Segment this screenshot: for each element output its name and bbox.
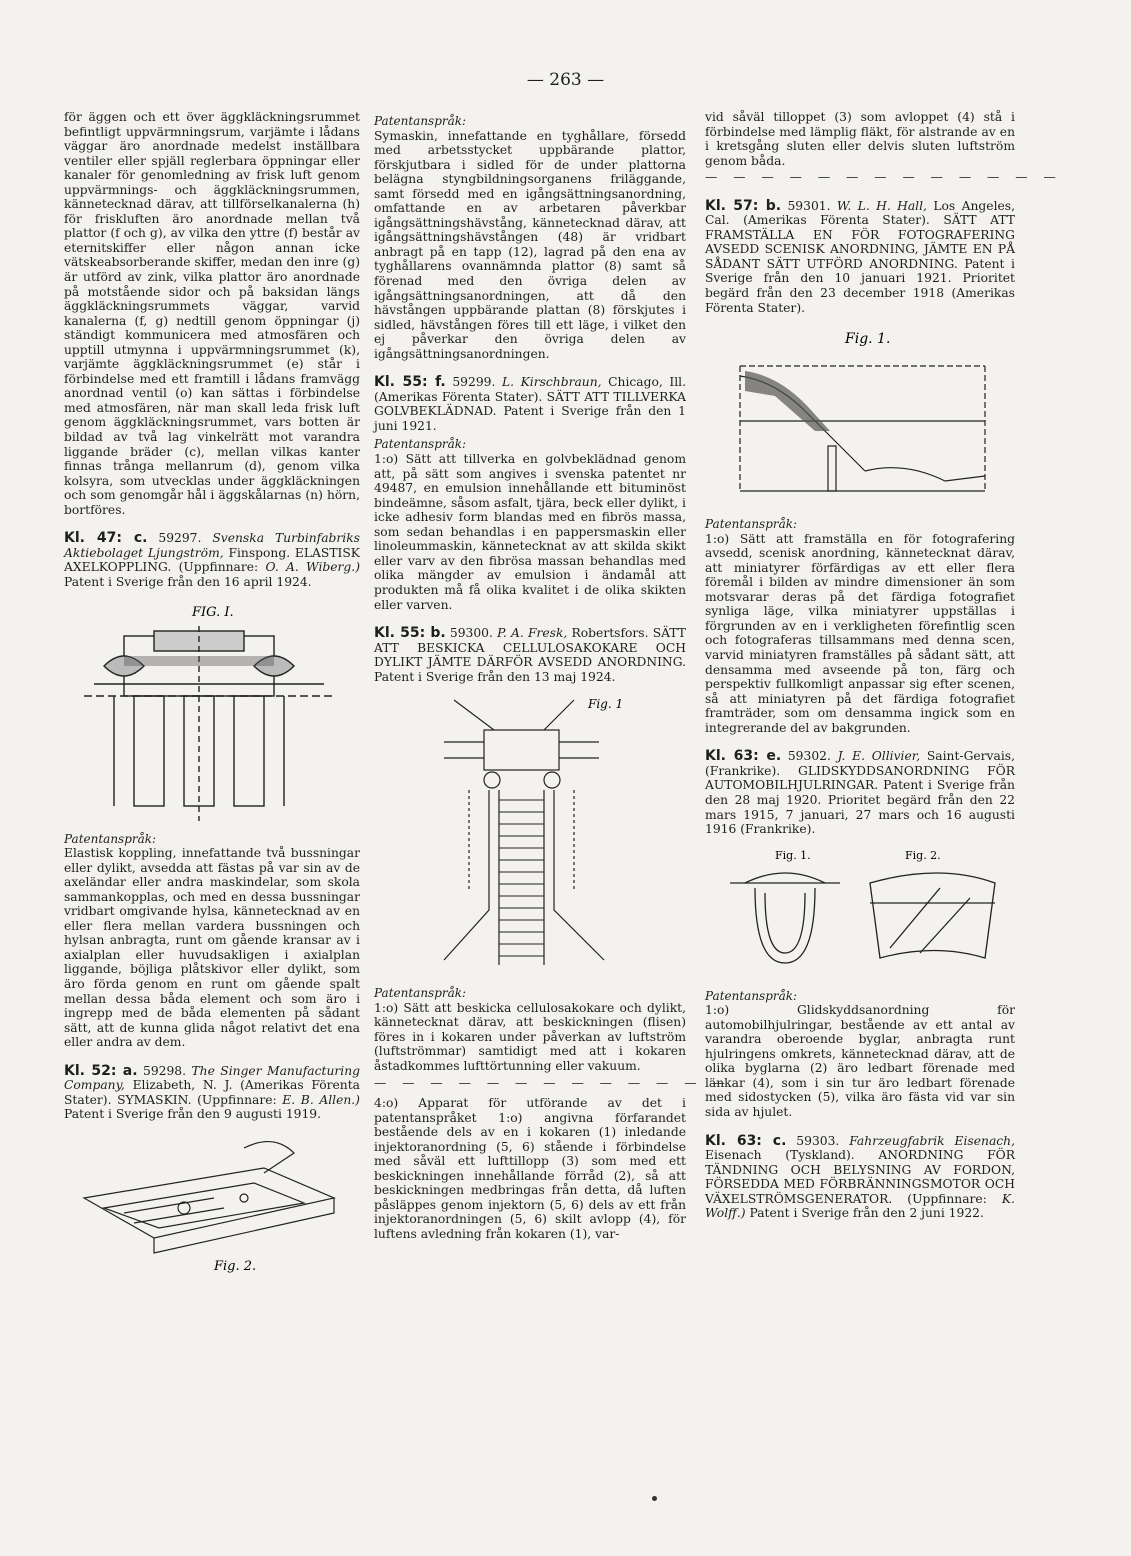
claims-title: Patentanspråk:: [374, 437, 467, 452]
figure-label: Fig. 1.: [845, 331, 891, 348]
continued-claim-text: Symaskin, innefattande en tyghållare, försedd med arbetsstycket uppbärande plattor, förskjutbara i sidled för de under plattorna belägna styngbildningsorganens friläggande, samt försedd med en igångsättningsanordning, omfattande en av arbetaren påverkbar igångsättningshävstång, kännetecknad därav, att igångsättningshävstången (48) är vridbart anbragt på en tapp (12), lagrad på den ena av tyghållarens ovannämnda plattor (8) samt så förenad med den övriga delen av igångsättningsanordningen, att då den hävstången uppbärande plattan (8) förskjutes i sidled, hävstången föres till ett läge, i vilket den ej påverkar den övriga delen av igångsättningsanordningen.: [374, 128, 686, 361]
place: Elizabeth, N. J. (Amerikas Förenta Stater).: [64, 1078, 360, 1107]
coupling-figure: [64, 596, 360, 826]
patent-title: ELASTISK AXELKOPPLING.: [64, 545, 360, 575]
figure-label: Fig. 1: [588, 697, 624, 712]
patent-title: SÄTT ATT TILLVERKA GOLVBEKLÄDNAD.: [374, 389, 686, 419]
class-label: Kl. 63: c.: [705, 1132, 787, 1149]
patent-entry-59298: [64, 1064, 360, 1122]
claim-text: 1:o) Sätt att framställa en för fotografering avsedd, scenisk anordning, kännetecknat därav, att miniatyrer förfärdigas av ett eller flera föremål i bilden av mindre dimensioner än som motsvarar deras på det färdiga fotografiet synliga läge, vilka miniatyrer uppställas i förgrunden av en i verkligheten förefintlig scen och fotograferas tillsammans med denna scen, varvid miniatyren framställes på sådant sätt, att densamma med avseende på ton, färg och perspektiv fullkomligt anpassar sig efter scenen, så att miniatyren på det färdiga fotografiet framträder, som om densamma ingick som en integrerande del av bakgrunden.: [705, 531, 1015, 735]
class-label: Kl. 55: b.: [374, 625, 446, 642]
ink-dot: [652, 1496, 657, 1501]
dash-separator: — — — — — — — — — — — — —: [705, 170, 1062, 185]
column-1: [64, 110, 360, 1284]
patent-date: Patent i Sverige från den 1 juni 1921.: [374, 404, 686, 433]
place: Finspong.: [228, 545, 291, 560]
inventor: L. Kirschbraun,: [501, 375, 602, 390]
claim-1: 1:o) Sätt att beskicka cellulosakokare och dylikt, kännetecknat därav, att beskickningen (flisen) föres in i kokaren under påverkan av luftström (luftströmmar) samtidigt med att i kokaren åstadkommes lufttörtunning eller vakuum.: [374, 1000, 686, 1073]
claims-title: Patentanspråk:: [374, 114, 467, 128]
patent-title: SYMASKIN.: [117, 1092, 192, 1107]
patent-entry-59301: [705, 199, 1015, 315]
patent-entry-59302: [705, 749, 1015, 836]
inventor: P. A. Fresk,: [497, 626, 568, 641]
patent-entry-59300: [374, 626, 686, 684]
patent-entry-59299: [374, 375, 686, 433]
patent-number: 59302.: [787, 749, 831, 764]
figure-label: FIG. I.: [192, 604, 234, 620]
claim-4: 4:o) Apparat för utförande av det i patentanspråket 1:o) angivna förfarandet bestående dels av en i kokaren (1) inledande injektoranordning (5, 6) stående i förbindelse med såväl ett lufttillopp (3) som med ett beskickningen innehållande förråd (2), så att beskickningen medbringas från detta, då luften påsläppes genom injektorn (5, 6) dels av ett från injektoranordningen (5, 6) skilt avlopp (4), för luftens avledning från kokaren (1), var-: [374, 1096, 686, 1241]
patent-date: Patent i Sverige från den 10 januari 1921. Prioritet begärd från den 23 december 1918 (Amerikas Förenta Stater).: [705, 256, 1015, 315]
inventor: W. L. H. Hall,: [836, 198, 927, 213]
patent-title: SÄTT ATT FRAMSTÄLLA EN FÖR FOTOGRAFERING AVSEDD SCENISK ANORDNING, JÄMTE EN PÅ SÅDANT SÄTT UTFÖRD ANORDNING.: [705, 213, 1015, 271]
column-3: [705, 110, 1062, 1221]
figure-label: Fig. 2.: [214, 1258, 257, 1274]
place: Chicago, Ill. (Amerikas Förenta Stater).: [374, 375, 686, 404]
inventor-label: (Uppfinnare:: [178, 560, 259, 575]
inventor: J. E. Ollivier,: [837, 749, 921, 764]
claims-title: Patentanspråk:: [705, 988, 798, 1003]
patent-number: 59298.: [143, 1063, 187, 1078]
patent-entry-59297: [64, 531, 360, 589]
patent-date: Patent i Sverige från den 16 april 1924.: [64, 574, 312, 589]
patent-date: Patent i Sverige från den 2 juni 1922.: [749, 1206, 984, 1221]
applicant: Svenska Turbinfabriks Aktiebolaget Ljungström,: [64, 531, 360, 560]
figure-2-label: Fig. 2.: [905, 848, 941, 862]
applicant: The Singer Manufacturing Company,: [64, 1063, 360, 1093]
claim-text: 1:o) Sätt att tillverka en golvbeklädnad genom att, på sätt som angives i svenska patentet nr 49487, en emulsion innehållande ett bituminöst bindeämne, såsom asfalt, tjära, beck eller dylikt, i icke adhesiv form blandas med en fibrös massa, som sedan behandlas i en pappersmaskin eller linoleummaskin, kännetecknat av att skilda skikt eller varv av den fibrösa massan behandlas med olika mängder av emulsion i ändamål att produkten må få olika kvalitet i de olika skikten eller varven.: [374, 452, 686, 612]
patent-entry-59303: [705, 1134, 1015, 1221]
patent-date: Patent i Sverige från den 13 maj 1924.: [374, 669, 616, 684]
inventor: K. Wolff.): [705, 1191, 1015, 1221]
dash-separator: — — — — — — — — — — — — —: [374, 1075, 731, 1090]
antiskid-figure: [705, 843, 1015, 983]
claim-text: Elastisk koppling, innefattande två bussningar eller dylikt, avsedda att fästas på var sin av de axeländar eller andra maskindelar, som skola sammankopplas, och med en dessa bussningar vridbart omgivande hylsa, kännetecknad av en eller flera mellan vardera bussningen och hylsan anbragta, runt om gående kransar av i axialplan eller huvudsakligen i axialplan liggande, böjliga plåtskivor eller dylikt, som äro förda genom en runt om gående spalt mellan dessa båda element och som äro i ingrepp med de båda elementen på sådant sätt, att de kunna glida något relativt det ena eller andra av dem.: [64, 846, 360, 1050]
claims-title: Patentanspråk:: [374, 986, 467, 1001]
place: Eisenach (Tyskland).: [705, 1148, 855, 1163]
patent-title: SÄTT ATT BESKICKA CELLULOSAKOKARE OCH DYLIKT JÄMTE DÄRFÖR AVSEDD ANORDNING.: [374, 626, 686, 670]
inventor-label: (Uppfinnare:: [907, 1191, 987, 1206]
place: Robertsfors.: [571, 626, 649, 641]
patent-number: 59299.: [452, 375, 496, 390]
applicant: Fahrzeugfabrik Eisenach,: [849, 1133, 1015, 1148]
patent-number: 59300.: [449, 626, 493, 641]
class-label: Kl. 63: e.: [705, 748, 782, 765]
patent-number: 59301.: [787, 198, 831, 213]
place: Saint-Gervais, (Frankrike).: [705, 749, 1015, 778]
claims-title: Patentanspråk:: [705, 517, 798, 532]
class-label: Kl. 52: a.: [64, 1062, 138, 1079]
cellulose-cooker-figure: [374, 690, 686, 980]
patent-number: 59303.: [796, 1133, 840, 1148]
column-2: [374, 110, 731, 1242]
class-label: Kl. 57: b.: [705, 197, 782, 214]
patent-date: Patent i Sverige från den 28 maj 1920. Prioritet begärd från den 22 mars 1915, 7 januari, 27 mars och 16 augusti 1916 (Frankrike).: [705, 778, 1015, 837]
scenic-figure: [705, 321, 1015, 511]
continued-text: för äggen och ett över äggkläckningsrummet befintligt uppvärmningsrum, varjämte i lådans väggar äro anordnade medelst inställbara ventiler eller spjäll reglerbara öppningar eller kanaler för genomledning av frisk luft genom uppvärmnings- och äggkläckningsrummen, kännetecknad därav, att tillförselkanalerna (h) för friskluften äro anordnade mellan två plattor (f och g), av vilka den yttre (f) består av eternitskiffer eller någon annan icke vätskeabsorberande skiffer, medan den inre (g) är utförd av zink, vilka plattor äro anordnade på motstående sidor och på baksidan längs äggkläckningsrummets väggar, varvid kanalerna (f, g) nedtill genom öppningar (j) ständigt kommunicera med atmosfären och upptill utmynna i uppvärmningsrummet (k), varjämte äggkläckningsrummet (e) står i förbindelse med ett framtill i lådans framvägg anordnad ventil (o) kan sättas i förbindelse med atmosfären, när man skall leda frisk luft genom äggkläckningsrummet, vars botten är bildad av två lag vinkelrätt mot varandra liggande bräder (c), mellan vilkas kanter finnas trånga mellanrum (d), genom vilka kolsyra, som utvecklas under äggkläckningen och som genomgår hål i äggskålarnas (n) hörn, bortföres.: [64, 110, 360, 517]
patent-title: GLIDSKYDDSANORDNING FÖR AUTOMOBILHJULRINGAR.: [705, 763, 1015, 793]
inventor: E. B. Allen.): [282, 1092, 360, 1107]
page-number: — 263 —: [526, 70, 605, 90]
inventor: O. A. Wiberg.): [265, 560, 360, 575]
class-label: Kl. 55: f.: [374, 374, 446, 391]
class-label: Kl. 47: c.: [64, 530, 148, 547]
sewing-machine-figure: [64, 1128, 360, 1278]
figure-1-label: Fig. 1.: [775, 848, 811, 862]
claim-text: 1:o) Glidskyddsanordning för automobilhjulringar, bestående av ett antal av varandra oberoende byglar, anbragta runt hjulringens omkrets, kännetecknad därav, att de olika byglarna (2) äro ledbart förenade med länkar (4), som i sin tur äro ledbart förenade med sidostycken (5), vilka äro fästa vid var sin sida av hjulet.: [705, 1003, 1015, 1119]
inventor-label: (Uppfinnare:: [197, 1092, 277, 1107]
patent-number: 59297.: [158, 531, 202, 546]
continued-text: vid såväl tilloppet (3) som avloppet (4) stå i förbindelse med lämplig fläkt, för alstrande av en i kretsgång sluten eller delvis sluten luftström genom båda.: [705, 110, 1015, 168]
patent-title: ANORDNING FÖR TÄNDNING OCH BELYSNING AV FORDON, FÖRSEDDA MED FÖRBRÄNNINGSMOTOR OCH VÄXELSTRÖMSGENERATOR.: [705, 1148, 1015, 1206]
claims-title: Patentanspråk:: [64, 831, 157, 846]
place: Los Angeles, Cal. (Amerikas Förenta Stater).: [705, 198, 1015, 228]
patent-date: Patent i Sverige från den 9 augusti 1919.: [64, 1107, 322, 1122]
